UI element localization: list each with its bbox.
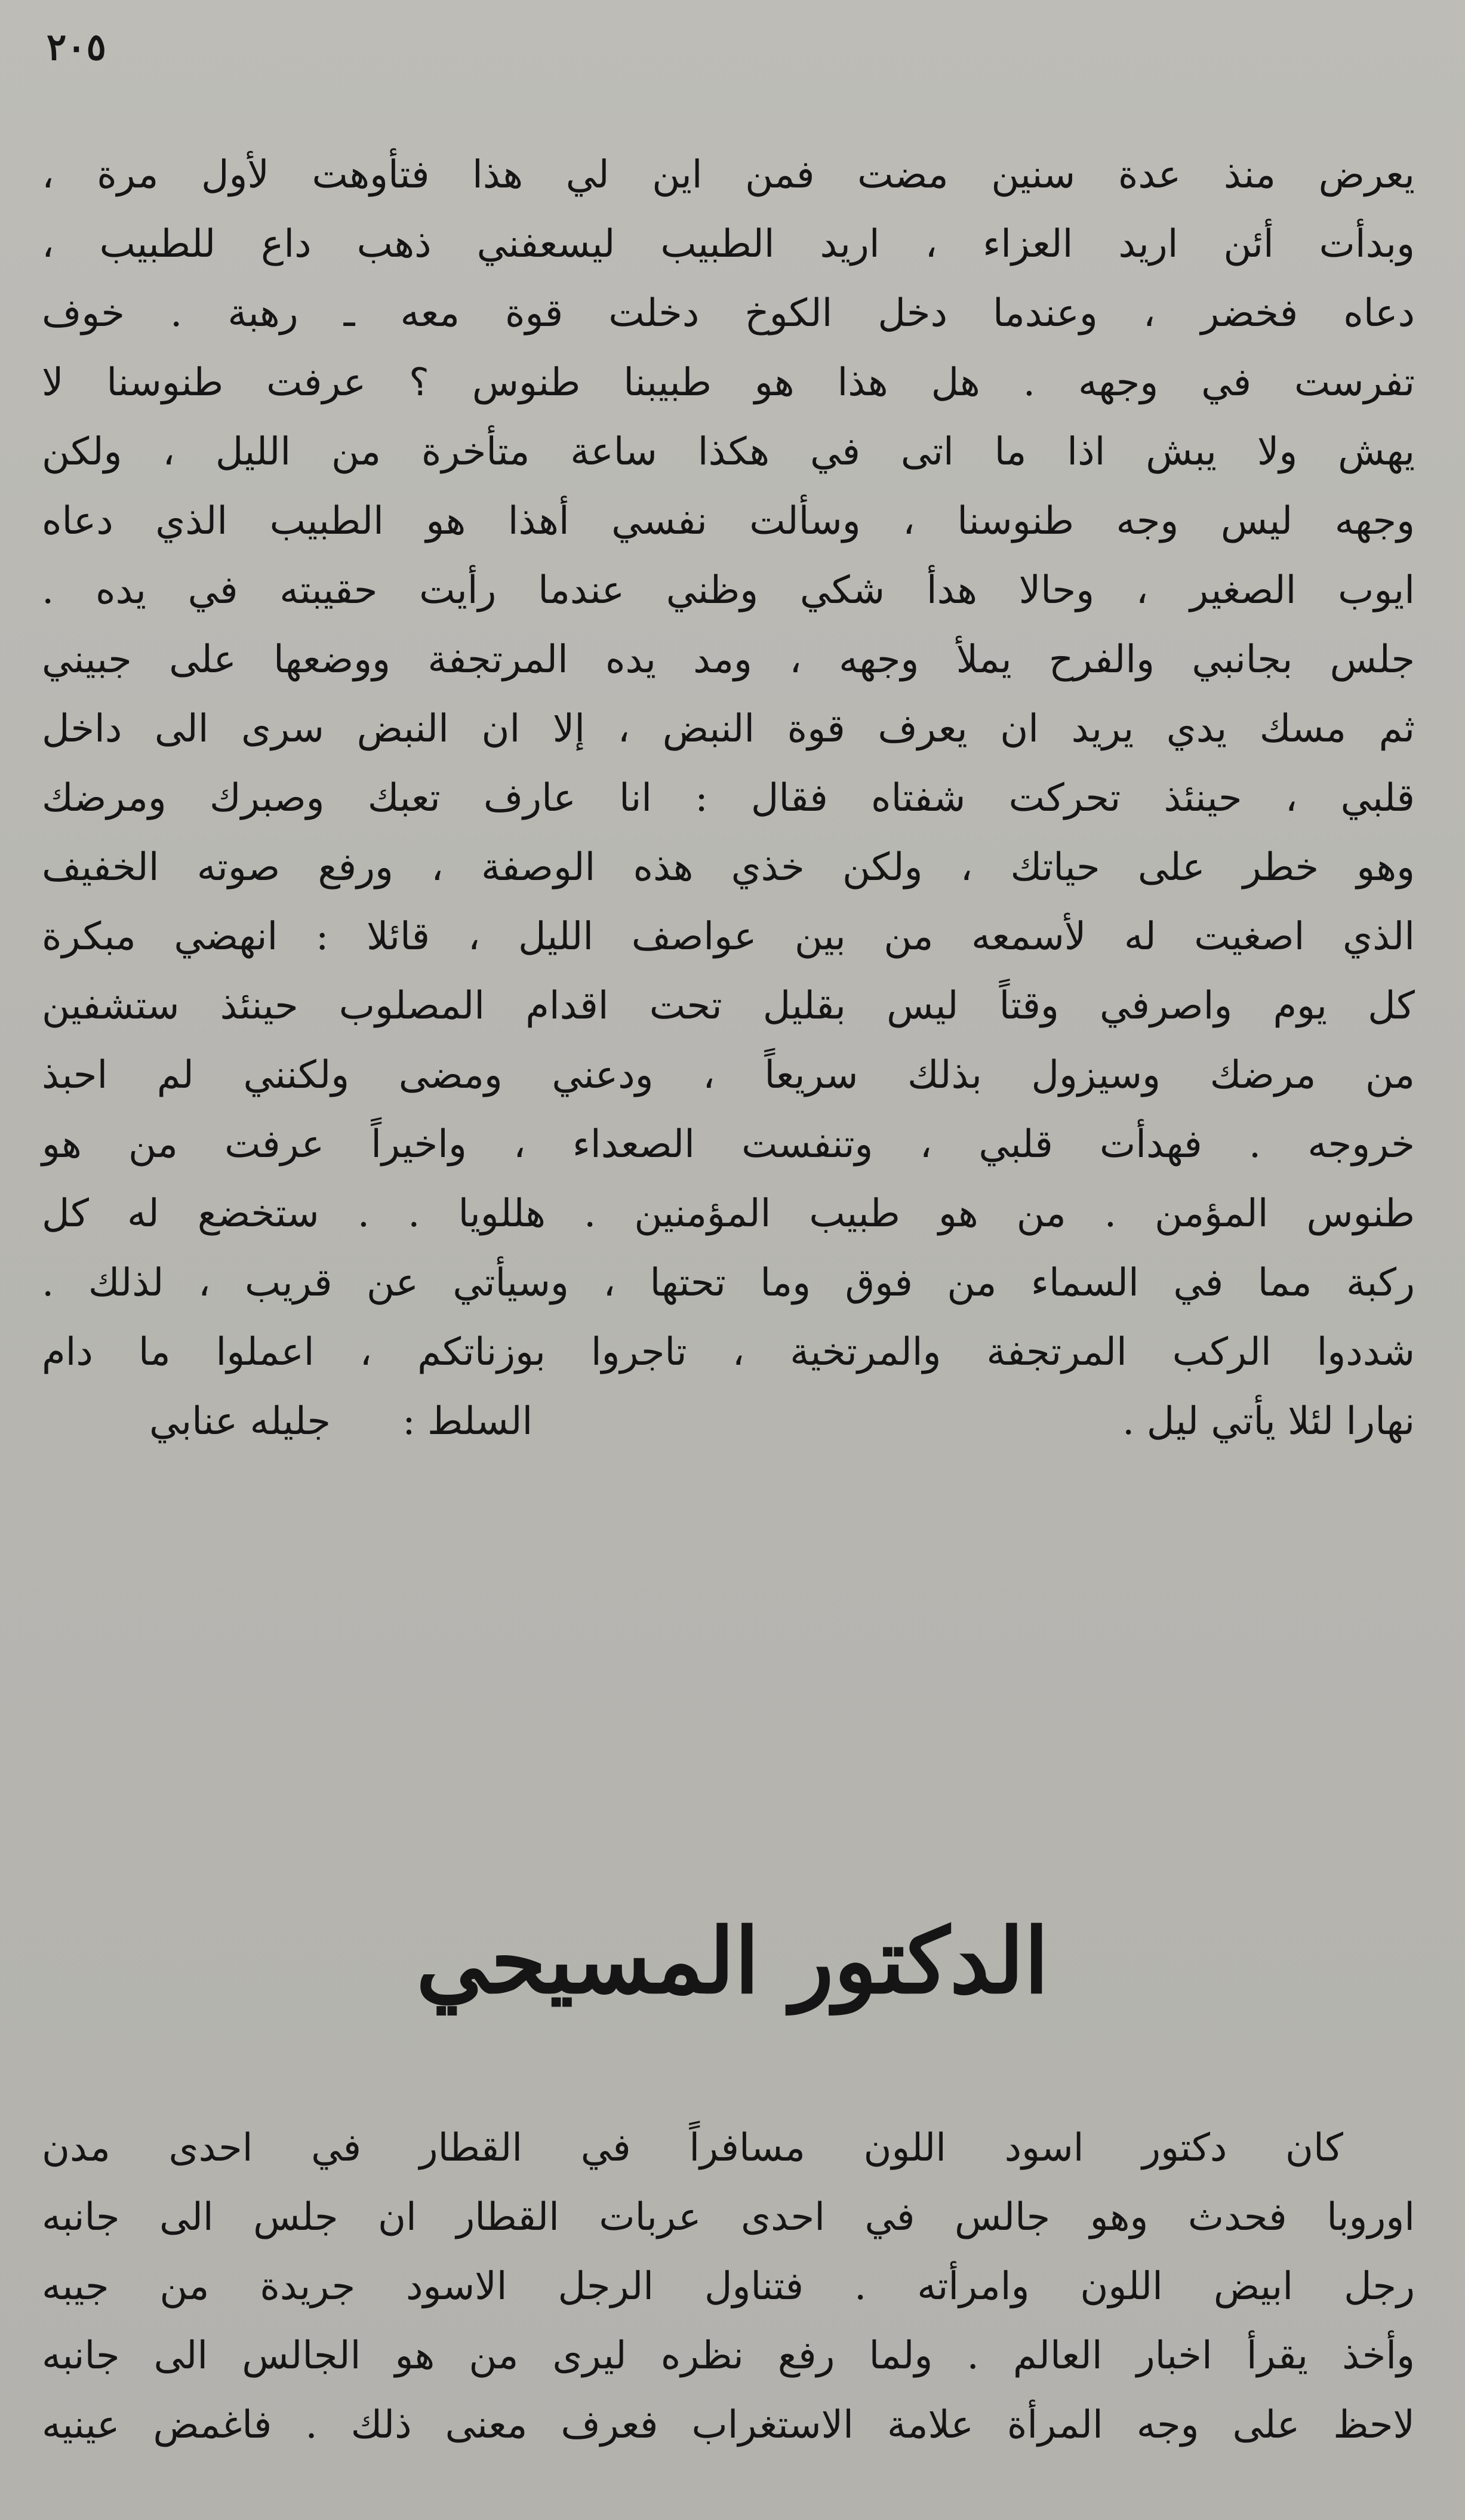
text-line: وجهه ليس وجه طنوسنا ، وسألت نفسي أهذا هو الطبيب الذي دعاه — [42, 499, 1415, 543]
text-line: طنوس المؤمن . من هو طبيب المؤمنين . هللويا . . ستخضع له كل — [42, 1192, 1415, 1236]
text-line: وبدأت أئن اريد العزاء ، اريد الطبيب ليسعفني ذهب داع للطبيب ، — [42, 222, 1415, 266]
text-line: جلس بجانبي والفرح يملأ وجهه ، ومد يده المرتجفة ووضعها على جبيني — [42, 638, 1415, 682]
text-line: خروجه . فهدأت قلبي ، وتنفست الصعداء ، واخيراً عرفت من هو — [42, 1122, 1415, 1167]
text-line: شددوا الركب المرتجفة والمرتخية ، تاجروا بوزناتكم ، اعملوا ما دام — [42, 1330, 1415, 1374]
signature-place: السلط : — [402, 1399, 533, 1444]
text-line: وأخذ يقرأ اخبار العالم . ولما رفع نظره ليرى من هو الجالس الى جانبه — [42, 2334, 1415, 2378]
text-line: كل يوم واصرفي وقتاً ليس بقليل تحت اقدام المصلوب حينئذ ستشفين — [42, 984, 1415, 1028]
page-number: ٢٠٥ — [47, 25, 106, 69]
text-line: يعرض منذ عدة سنين مضت فمن اين لي هذا فتأوهت لأول مرة ، — [42, 153, 1415, 197]
signature-name: جليله عنابي — [149, 1399, 331, 1444]
text-line: قلبي ، حينئذ تحركت شفتاه فقال : انا عارف تعبك وصبرك ومرضك — [42, 776, 1415, 820]
text-line: تفرست في وجهه . هل هذا هو طبيبنا طنوس ؟ عرفت طنوسنا لا — [42, 361, 1415, 405]
article-two-body — [42, 2113, 1415, 2460]
text-line: كان دكتور اسود اللون مسافراً في القطار في احدى مدن — [42, 2126, 1343, 2170]
text-line: ايوب الصغير ، وحالا هدأ شكي وظني عندما رأيت حقيبته في يده . — [42, 568, 1415, 613]
text-line: وهو خطر على حياتك ، ولكن خذي هذه الوصفة ، ورفع صوته الخفيف — [42, 845, 1415, 890]
closing-line — [42, 1387, 1415, 1456]
text-line: يهش ولا يبش اذا ما اتى في هكذا ساعة متأخرة من الليل ، ولكن — [42, 430, 1415, 474]
text-line: دعاه فخضر ، وعندما دخل الكوخ دخلت قوة معه ـ رهبة . خوف — [42, 291, 1415, 336]
final-text-line: نهارا لئلا يأتي ليل . — [1122, 1399, 1415, 1444]
article-title: الدكتور المسيحي — [416, 1909, 1049, 2014]
text-line: رجل ابيض اللون وامرأته . فتناول الرجل الاسود جريدة من جيبه — [42, 2264, 1415, 2309]
text-line: ثم مسك يدي يريد ان يعرف قوة النبض ، إلا ان النبض سرى الى داخل — [42, 707, 1415, 751]
text-line: الذي اصغيت له لأسمعه من بين عواصف الليل ، قائلا : انهضي مبكرة — [42, 915, 1415, 959]
text-line: لاحظ على وجه المرأة علامة الاستغراب فعرف معنى ذلك . فاغمض عينيه — [42, 2403, 1415, 2447]
signature — [149, 1399, 533, 1444]
text-line: اوروبا فحدث وهو جالس في احدى عربات القطار ان جلس الى جانبه — [42, 2195, 1415, 2239]
article-one-body — [42, 140, 1415, 1456]
text-line: ركبة مما في السماء من فوق وما تحتها ، وسيأتي عن قريب ، لذلك . — [42, 1261, 1415, 1305]
text-line: من مرضك وسيزول بذلك سريعاً ، ودعني ومضى ولكنني لم احبذ — [42, 1053, 1415, 1097]
